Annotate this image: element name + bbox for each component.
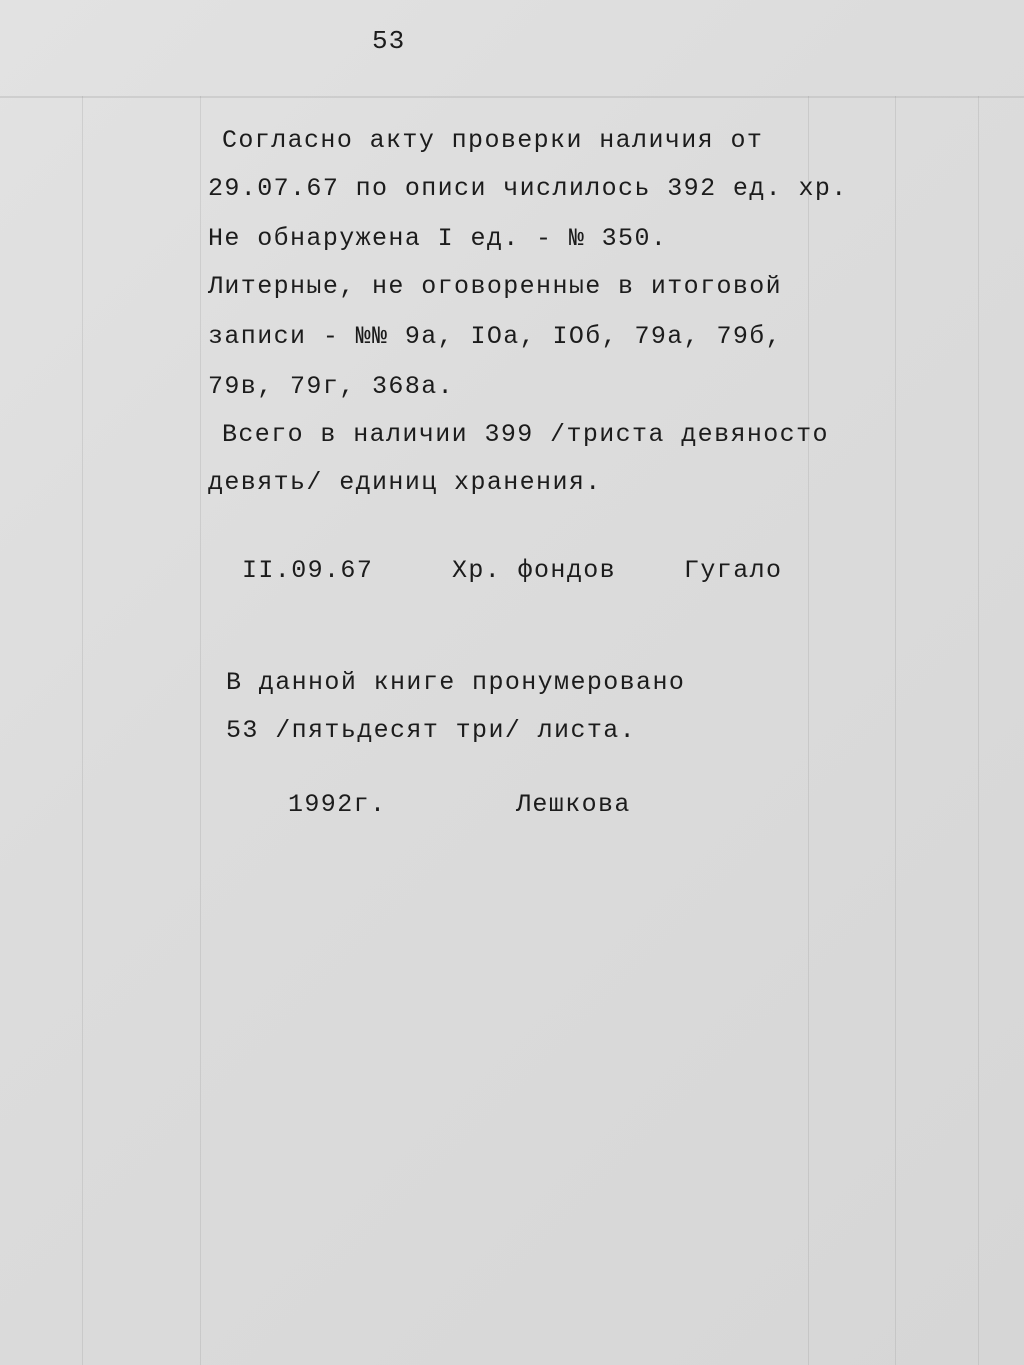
text-line: 79в, 79г, 368а. xyxy=(208,372,455,401)
text-line: записи - №№ 9а, IОа, IОб, 79а, 79б, xyxy=(208,322,783,351)
page-number: 53 xyxy=(372,26,406,56)
text-line: Всего в наличии 399 /триста девяносто xyxy=(222,420,829,449)
text-line: Не обнаружена I ед. - № 350. xyxy=(208,224,668,253)
text-line: девять/ единиц хранения. xyxy=(208,468,602,497)
ledger-rule-horizontal xyxy=(0,96,1024,98)
signature-position: Хр. фондов xyxy=(452,556,617,585)
ledger-rule-vertical xyxy=(200,96,201,1365)
signature-name: Лешкова xyxy=(516,790,631,819)
text-line: 53 /пятьдесят три/ листа. xyxy=(226,716,637,745)
ledger-rule-vertical xyxy=(82,96,83,1365)
text-line: 29.07.67 по описи числилось 392 ед. хр. xyxy=(208,174,848,203)
signature-year: 1992г. xyxy=(288,790,387,819)
text-line: Согласно акту проверки наличия от xyxy=(222,126,764,155)
signature-name: Гугало xyxy=(684,556,783,585)
ledger-rule-vertical xyxy=(978,96,979,1365)
text-line: Литерные, не оговоренные в итоговой xyxy=(208,272,783,301)
text-line: В данной книге пронумеровано xyxy=(226,668,686,697)
ledger-rule-vertical xyxy=(808,96,809,1365)
signature-date: II.09.67 xyxy=(242,556,374,585)
ledger-rule-vertical xyxy=(895,96,896,1365)
